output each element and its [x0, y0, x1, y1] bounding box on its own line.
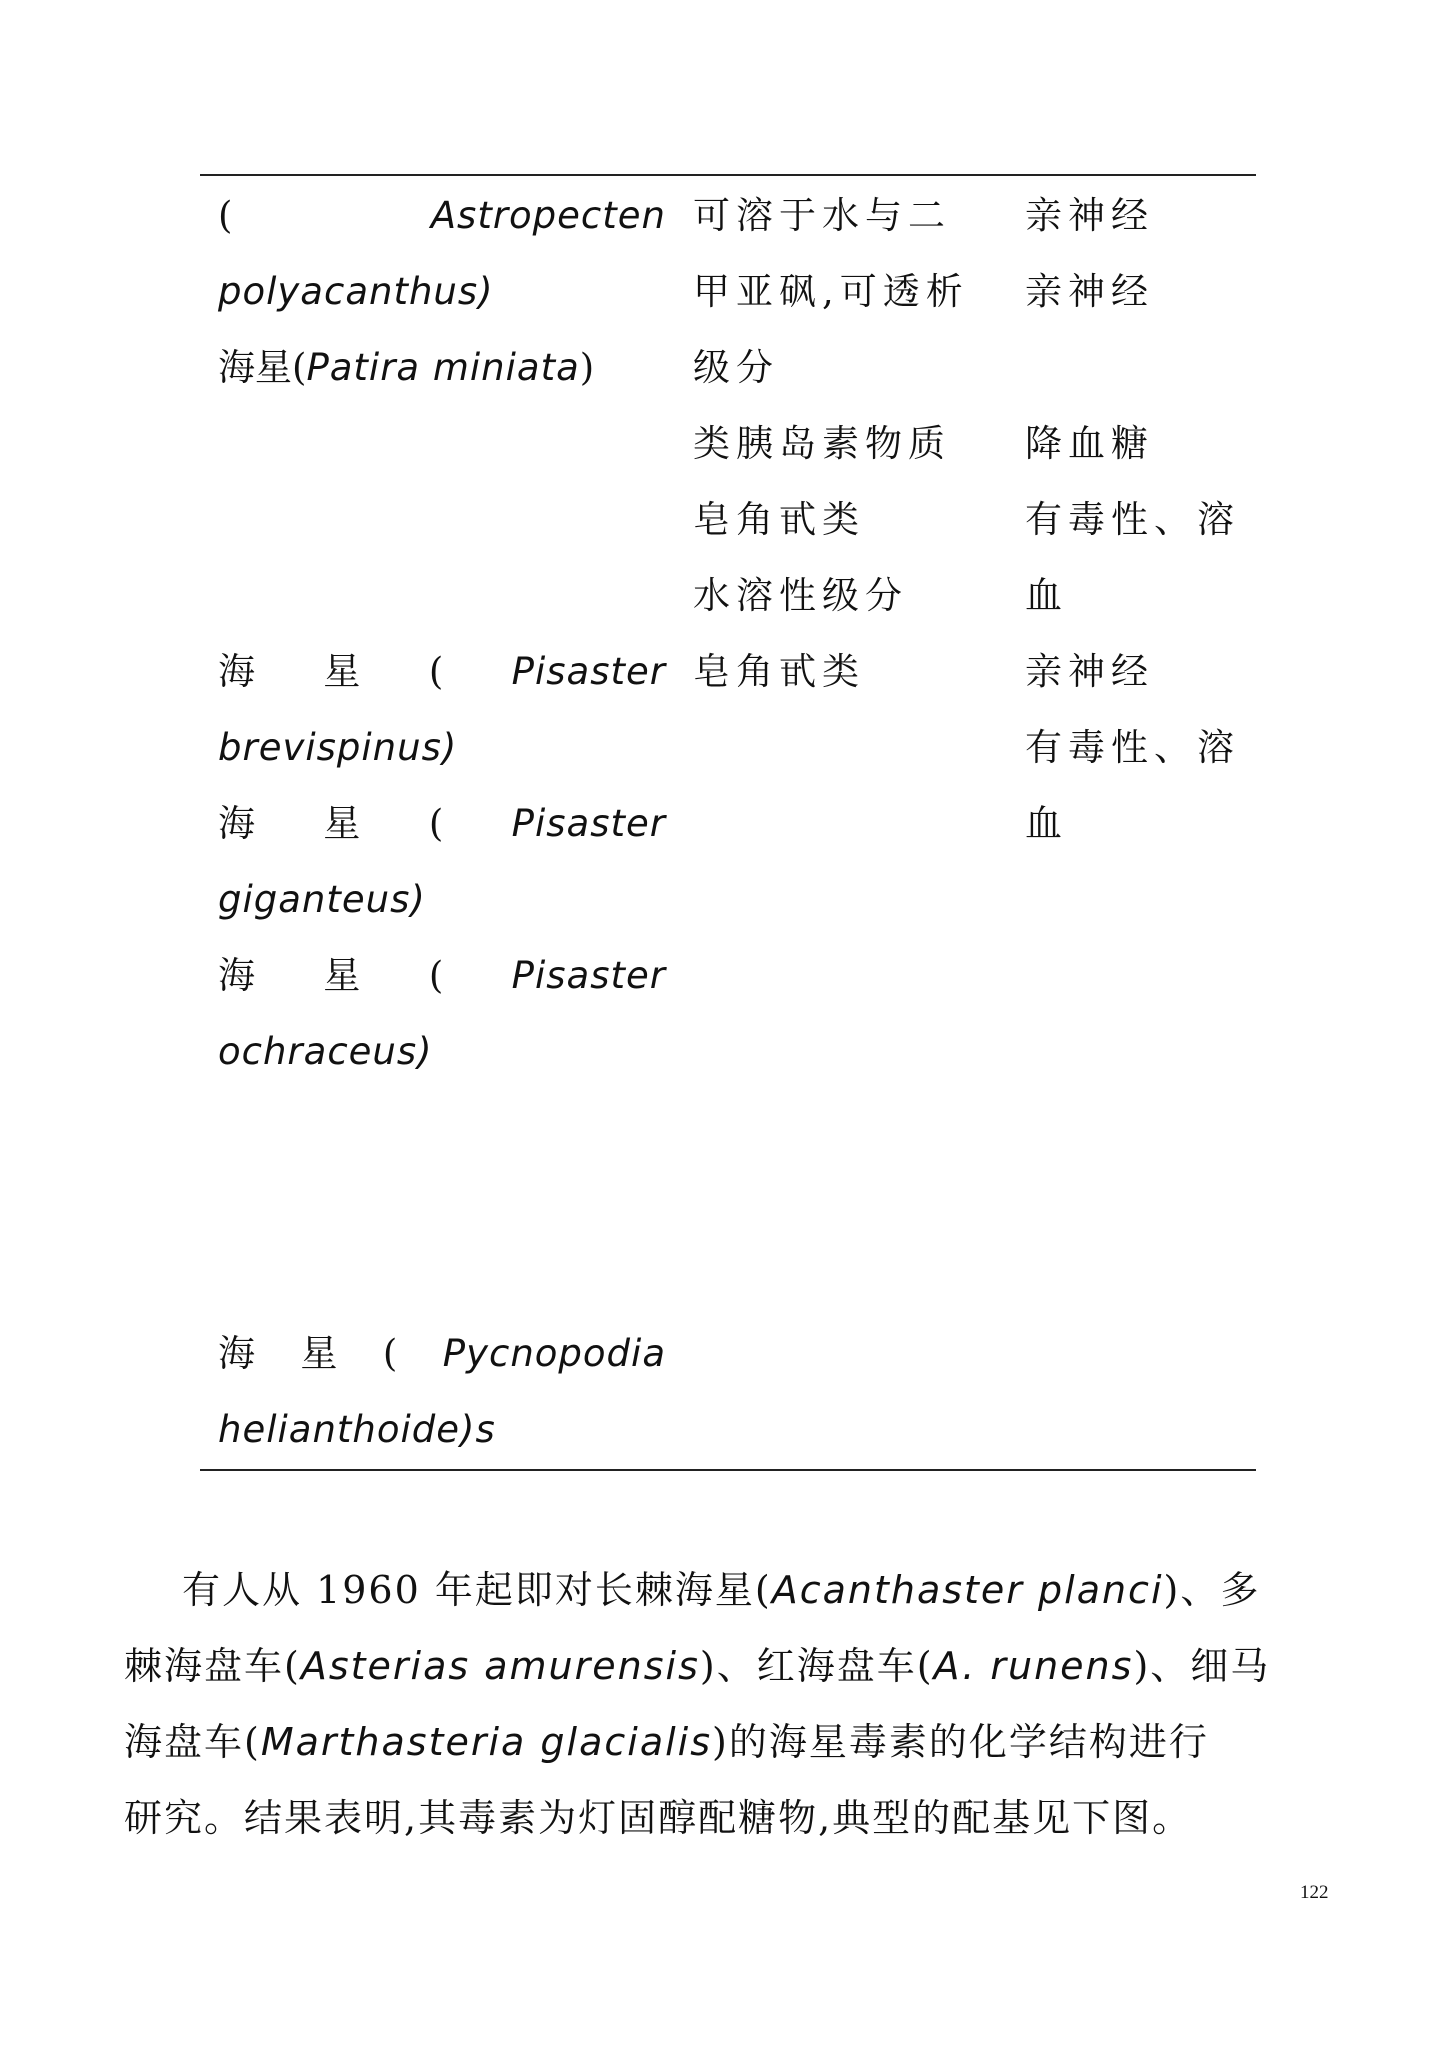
table-cell-activity: 有毒性、溶: [1025, 726, 1240, 769]
species-char: 星: [300, 1332, 338, 1375]
species-char: 海: [218, 650, 255, 693]
species-name: Patira miniata: [306, 346, 580, 389]
table-cell-species: [218, 194, 666, 238]
table-cell-species: [218, 346, 594, 390]
table-cell-species: [218, 954, 666, 998]
species-name: Pycnopodia: [442, 1332, 666, 1375]
text-run: )、红海盘车(: [699, 1644, 934, 1688]
table-cell-activity: 亲神经: [1025, 194, 1154, 237]
species-name: A. runens: [933, 1644, 1134, 1688]
table-cell-species: [218, 270, 494, 314]
species-name: Astropecten: [430, 194, 666, 237]
text-run: )、多: [1163, 1568, 1261, 1612]
table-cell-fraction: 可溶于水与二: [693, 194, 951, 237]
paragraph-line: [124, 1704, 1334, 1780]
bracket-open: (: [428, 650, 444, 693]
species-name: Marthasteria glacialis: [260, 1720, 713, 1764]
table-cell-activity: 有毒性、溶: [1025, 498, 1240, 541]
species-name: Acanthaster planci: [771, 1568, 1164, 1612]
species-char: 海: [218, 1332, 255, 1375]
table-cell-species: [218, 1030, 433, 1074]
paragraph-line: [124, 1628, 1334, 1704]
table-cell-activity: 血: [1025, 802, 1068, 845]
table-cell-fraction: 级分: [693, 346, 779, 389]
species-char: 星: [323, 802, 361, 845]
table-cell-activity: 亲神经: [1025, 650, 1154, 693]
text-run: )的海星毒素的化学结构进行: [712, 1720, 1209, 1764]
body-paragraph: [124, 1552, 1334, 1856]
table-cell-activity: 亲神经: [1025, 270, 1154, 313]
species-name: Pisaster: [511, 802, 666, 845]
text-run: 棘海盘车(: [124, 1644, 301, 1688]
species-name: Asterias amurensis: [300, 1644, 700, 1688]
species-char: 星: [323, 650, 361, 693]
species-name: brevispinus): [218, 726, 458, 769]
table-cell-species: [218, 878, 426, 922]
table-bottom-rule: [200, 1469, 1256, 1471]
species-name: polyacanthus): [218, 270, 494, 313]
page-number: 122: [1300, 1882, 1329, 1903]
text-run: 海盘车(: [124, 1720, 261, 1764]
table-cell-fraction: 类胰岛素物质: [693, 422, 951, 465]
table-cell-species: [218, 1408, 496, 1452]
species-name: Pisaster: [511, 954, 666, 997]
species-name: giganteus): [218, 878, 426, 921]
table-top-rule: [200, 174, 1256, 176]
paragraph-line: [124, 1552, 1334, 1628]
text-run: )、细马: [1133, 1644, 1271, 1688]
bracket-open: (: [428, 954, 444, 997]
species-char: 星: [323, 954, 361, 997]
table-cell-fraction: 水溶性级分: [693, 574, 908, 617]
species-prefix: 海星(: [218, 346, 307, 389]
bracket-open: (: [428, 802, 444, 845]
species-name: ochraceus): [218, 1030, 433, 1073]
species-name: helianthoide)s: [218, 1408, 496, 1451]
table-cell-fraction: 皂角甙类: [693, 498, 865, 541]
table-cell-fraction: 甲亚砜,可透析: [693, 270, 969, 313]
table-cell-species: [218, 802, 666, 846]
table-cell-species: [218, 726, 457, 770]
text-run: 有人从 1960 年起即对长棘海星(: [182, 1568, 772, 1612]
table-cell-fraction: 皂角甙类: [693, 650, 865, 693]
bracket-open: (: [382, 1332, 398, 1375]
paragraph-line: 研究。结果表明,其毒素为灯固醇配糖物,典型的配基见下图。: [124, 1796, 1193, 1840]
table-cell-species: [218, 650, 666, 694]
table-cell-species: [218, 1332, 666, 1376]
bracket-open: (: [218, 194, 233, 237]
species-char: 海: [218, 802, 255, 845]
table-cell-activity: 血: [1025, 574, 1068, 617]
table-cell-activity: 降血糖: [1025, 422, 1154, 465]
species-char: 海: [218, 954, 255, 997]
species-name: Pisaster: [511, 650, 666, 693]
bracket-close: ): [579, 346, 595, 389]
